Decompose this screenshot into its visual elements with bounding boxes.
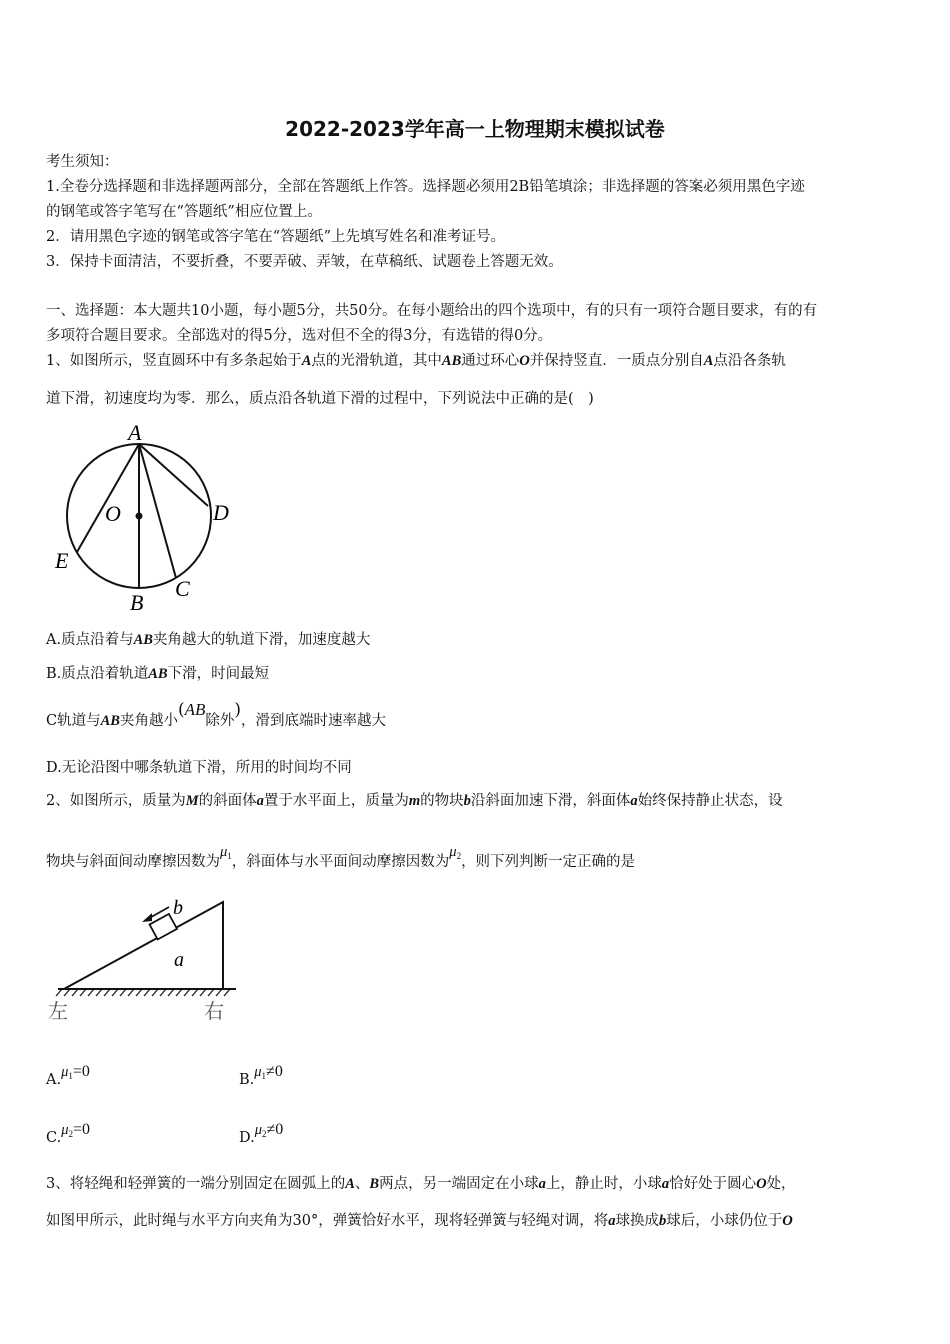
label-E: E (55, 548, 69, 573)
label-left: 左 (48, 1001, 68, 1023)
option-C[interactable]: C轨道与AB夹角越小(AB除外)，滑到底端时速率越大 (46, 700, 387, 729)
question-2-stem: 2、如图所示，质量为M的斜面体a置于水平面上，质量为m的物块b沿斜面加速下滑，斜面体a始终保持静止状态，设 (46, 793, 783, 809)
question-3-stem: 如图甲所示，此时绳与水平方向夹角为30°，弹簧恰好水平，现将轻弹簧与轻绳对调，将a球换成b球后，小球仍位于O (46, 1213, 793, 1229)
section-intro: 多项符合题目要求。全部选对的得5分，选对但不全的得3分，有选错的得0分。 (46, 328, 553, 344)
label-a: a (174, 949, 184, 971)
label-b: b (173, 897, 183, 919)
option-A[interactable]: $A.\mu_1=0$ (46, 1063, 90, 1088)
option-A[interactable]: A.质点沿着与AB夹角越大的轨道下滑，加速度越大 (46, 632, 371, 648)
notice-item: 的钢笔或答字笔写在“答题纸”相应位置上。 (46, 204, 322, 220)
page-title: 2022-2023学年高一上物理期末模拟试卷 (285, 117, 665, 141)
notice-item: 2．请用黑色字迹的钢笔或答字笔在“答题纸”上先填写姓名和准考证号。 (46, 229, 506, 245)
question-3-stem: 3、将轻绳和轻弹簧的一端分别固定在圆弧上的A、B两点，另一端固定在小球a上，静止时，小球a恰好处于圆心O处， (46, 1176, 796, 1192)
option-B[interactable]: $B.\mu_1\ne 0$ (239, 1063, 283, 1088)
question-2-stem: 物块与斜面间动摩擦因数为$\mu_1$，斜面体与水平面间动摩擦因数为$\mu_2$，则下列判断一定正确的是 (46, 844, 636, 870)
circle-track-figure (50, 418, 250, 618)
question-1-stem: 1、如图所示，竖直圆环中有多条起始于A点的光滑轨道，其中AB通过环心O并保持竖直．一质点分别自A点沿各条轨 (46, 353, 786, 369)
label-D: D (213, 500, 229, 525)
option-B[interactable]: B.质点沿着轨道AB下滑，时间最短 (46, 666, 270, 682)
incline-figure (46, 892, 246, 1027)
notice-item: 1.全卷分选择题和非选择题两部分，全部在答题纸上作答。选择题必须用2B铅笔填涂；非选择题的答案必须用黑色字迹 (46, 179, 805, 195)
label-B: B (130, 590, 144, 615)
question-1-stem: 道下滑，初速度均为零．那么，质点沿各轨道下滑的过程中，下列说法中正确的是( ) (46, 391, 594, 407)
label-right: 右 (204, 1001, 224, 1023)
notice-heading: 考生须知： (46, 154, 119, 170)
option-D[interactable]: D.无论沿图中哪条轨道下滑，所用的时间均不同 (46, 760, 352, 776)
section-intro: 一、选择题：本大题共10小题，每小题5分，共50分。在每小题给出的四个选项中，有的只有一项符合题目要求，有的有 (46, 303, 818, 319)
option-C[interactable]: $C.\mu_2=0$ (46, 1121, 90, 1146)
option-D[interactable]: $D.\mu_2\ne 0$ (239, 1121, 284, 1146)
label-O: O (105, 501, 121, 526)
label-C: C (175, 576, 190, 601)
notice-item: 3．保持卡面清洁，不要折叠，不要弄破、弄皱，在草稿纸、试题卷上答题无效。 (46, 254, 563, 270)
label-A: A (128, 420, 142, 445)
